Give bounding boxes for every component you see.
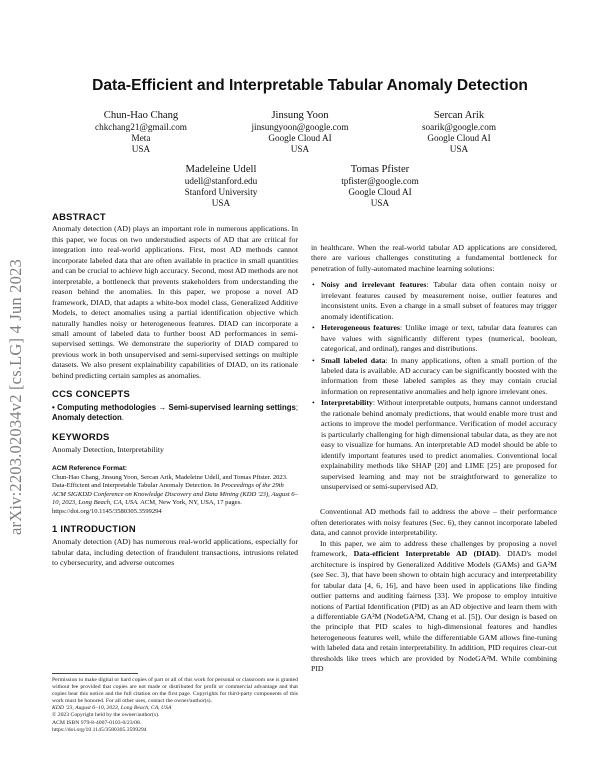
abstract-heading: ABSTRACT xyxy=(52,211,106,222)
reference-authors: Chun-Hao Chang, Jinsung Yoon, Sercan Arik, Madeleine Udell, and Tomas Pfister. 2023. Data-Efficient and Interpretable Tabular Anomaly Detection. In xyxy=(52,473,288,490)
author-email: chkchang21@gmail.com xyxy=(95,122,187,132)
proposal-start: In this paper, we aim to address these challenges by proposing a novel framework, xyxy=(311,538,557,559)
paragraph-conventional: Conventional AD methods fail to address the above – their performance often deteriorates with noisy features (Sec. 6), they cannot incorporate labeled data, and cannot provide interpretability. xyxy=(311,507,557,538)
footnote-rule xyxy=(52,673,138,674)
author-org: Meta xyxy=(131,133,151,143)
reference-label: ACM Reference Format: xyxy=(52,464,128,472)
author-org: Google Cloud AI xyxy=(348,187,412,197)
ccs-concept: Computing methodologies → Semi-supervised learning settings xyxy=(57,402,296,412)
author-country: USA xyxy=(131,144,151,154)
arxiv-stamp xyxy=(3,232,29,562)
list-item xyxy=(311,398,557,492)
list-item xyxy=(311,323,557,354)
footnote xyxy=(52,673,298,734)
framework-name: Data-efficient Interpretable AD (DIAD) xyxy=(353,549,499,559)
author-1 xyxy=(66,109,216,155)
bullet-text: : Without interpretable outputs, humans cannot understand the rationale behind anomaly predictions, that would enable more trust and actions to improve the model performance. Verification of model accuracy is particularly challenging for high dimensional tabular data, as they are not easy to visualize for humans. An interpretable AD model should be able to identify important features used to predict anomalies. Conventional local explainability methods like SHAP [20] and LIME [25] are proposed for supervised learning and may not be straightforward to generalize to unsupervised or semi-supervised AD. xyxy=(321,398,557,491)
challenge-list xyxy=(311,280,557,492)
author-4 xyxy=(146,163,296,209)
ccs-concepts xyxy=(52,403,298,424)
author-name: Sercan Arik xyxy=(433,110,485,121)
author-country: USA xyxy=(449,144,469,154)
footnote-doi: https://doi.org/10.1145/3580305.3599294 xyxy=(52,726,147,733)
intro-continued: in healthcare. When the real-world tabular AD applications are considered, there are various challenges constituting a fundamental bottleneck for penetration of fully-automated machine learning solutions: xyxy=(311,243,557,273)
author-org: Google Cloud AI xyxy=(427,133,491,143)
bullet-head: Heterogeneous features xyxy=(321,323,400,333)
footnote-permission: Permission to make digital or hard copies of part or all of this work for personal or classroom use is granted without fee provided that copies are not made or distributed for profit or commercial advantage and that copies bear this notice and the full citation on the first page. Copyrights for third-party components of this work must be honored. For all other uses, contact the owner/author(s). xyxy=(52,677,298,705)
list-item xyxy=(311,280,557,322)
footnote-copyright: © 2023 Copyright held by the owner/author(s). xyxy=(52,712,160,719)
ccs-concept-2: Anomaly detection xyxy=(52,413,122,423)
bullet: • xyxy=(312,355,315,365)
ccs-heading: CCS CONCEPTS xyxy=(52,388,131,400)
bullet: • xyxy=(312,323,315,333)
intro-paragraph: Anomaly detection (AD) has numerous real-world applications, especially for tabular data, including detection of fraudulent transactions, intrusions related to cybersecurity, and adverse outcomes xyxy=(52,537,298,568)
reference-venue: Proceedings of the 29th ACM SIGKDD Conference on Knowledge Discovery and Data Mining (KDD '23), August 6–10, 2023, Long Beach, CA, USA. xyxy=(52,482,298,507)
author-org: Google Cloud AI xyxy=(268,133,332,143)
list-item xyxy=(311,356,557,398)
author-email: tpfister@google.com xyxy=(341,176,419,186)
author-email: soarik@google.com xyxy=(421,122,497,132)
ccs-end: . xyxy=(121,413,124,423)
bullet: • xyxy=(312,280,315,290)
author-country: USA xyxy=(211,198,231,208)
bullet: • xyxy=(312,398,315,408)
author-name: Jinsung Yoon xyxy=(271,110,329,121)
author-2 xyxy=(225,109,375,155)
author-name: Madeleine Udell xyxy=(185,164,257,175)
reference-text xyxy=(52,474,298,516)
author-3 xyxy=(384,109,534,155)
bullet-text: : In many applications, often a small portion of the labeled data is available. AD accuracy can be significantly boosted with the information from these labeled samples as they may contain crucial information on representative anomalies and help ignore irrelevant ones. xyxy=(321,355,557,396)
author-country: USA xyxy=(290,144,310,154)
keywords-text: Anomaly Detection, Interpretability xyxy=(52,445,164,455)
author-email: udell@stanford.edu xyxy=(184,176,258,186)
ccs-bullet: • xyxy=(52,402,55,412)
author-country: USA xyxy=(370,198,390,208)
paragraph-proposal xyxy=(311,539,557,675)
footnote-conf: KDD '23, August 6–10, 2023, Long Beach, CA, USA xyxy=(52,705,172,712)
bullet-text: : Tabular data often contain noisy or irrelevant features caused by measurement noise, outlier features and inconsistent units. Even a change in a small subset of features may trigger anomaly identification. xyxy=(321,280,557,321)
author-email: jinsungyoon@google.com xyxy=(251,122,349,132)
bullet-text: : Unlike image or text, tabular data features can have values with significantly different types (numerical, boolean, categorical, and ordinal), ranges and distributions. xyxy=(321,323,557,354)
intro-heading: 1 INTRODUCTION xyxy=(52,523,136,534)
author-5 xyxy=(305,163,455,209)
ccs-sep: ; xyxy=(295,402,298,412)
author-org: Stanford University xyxy=(184,187,258,197)
arxiv-stamp-text: arXiv:2203.02034v2 [cs.LG] 4 Jun 2023 xyxy=(6,259,25,535)
proposal-rest: . DIAD's model architecture is inspired by Generalized Additive Models (GAMs) and GA²M (see Sec. 3), that have been shown to obtain high accuracy and interpretability for tabular data [4, 6, 16], and have been used in applications like finding outlier patterns and auditing fairness [33]. We propose to employ intuitive notions of Partial Identification (PID) as an AD objective and learn them with a differentiable GA²M (NodeGA²M, Chang et al. [5]). Our design is based on the principle that PID scales to high-dimensional features and handles heterogeneous features well, while the differentiable GAM allows fine-tuning with labeled data and retain interpretability. In addition, PID requires clear-cut thresholds like trees which are provided by NodeGA²M. While combining PID xyxy=(311,549,557,674)
author-name: Chun-Hao Chang xyxy=(103,110,179,121)
reference-tail: ACM, New York, NY, USA, 17 pages. https://doi.org/10.1145/3580305.3599294 xyxy=(52,499,242,515)
bullet-head: Small labeled data xyxy=(321,355,386,365)
abstract-text: Anomaly detection (AD) plays an important role in numerous applications. In this paper, we focus on two understudied aspects of AD that are critical for integration into real-world applications. First, most AD methods cannot incorporate labeled data that are often available in practice in small quantities and can be crucial to achieve high accuracy. Second, most AD methods are not interpretable, a bottleneck that prevents stakeholders from understanding the reason behind the anomalies. In this paper, we propose a novel AD framework, DIAD, that adapts a white-box model class, Generalized Additive Models, to detect anomalies using a partial identification objective which naturally handles noisy or heterogeneous features. DIAD can incorporate a small amount of labeled data to further boost AD performances in semi-supervised settings. We demonstrate the superiority of DIAD compared to previous work in both unsupervised and semi-supervised settings on multiple datasets. We also present explainability capabilities of DIAD, on its rationale behind predicting certain samples as anomalies. xyxy=(52,224,298,380)
bullet-head: Noisy and irrelevant features xyxy=(321,280,427,290)
bullet-head: Interpretability xyxy=(321,398,373,408)
left-column xyxy=(52,212,298,569)
right-column xyxy=(311,243,557,675)
keywords-heading: KEYWORDS xyxy=(52,430,110,442)
author-name: Tomas Pfister xyxy=(350,164,410,175)
paper-title: Data-Efficient and Interpretable Tabular Anomaly Detection xyxy=(92,77,528,94)
footnote-isbn: ACM ISBN 979-8-4007-0103-0/23/08. xyxy=(52,719,142,726)
